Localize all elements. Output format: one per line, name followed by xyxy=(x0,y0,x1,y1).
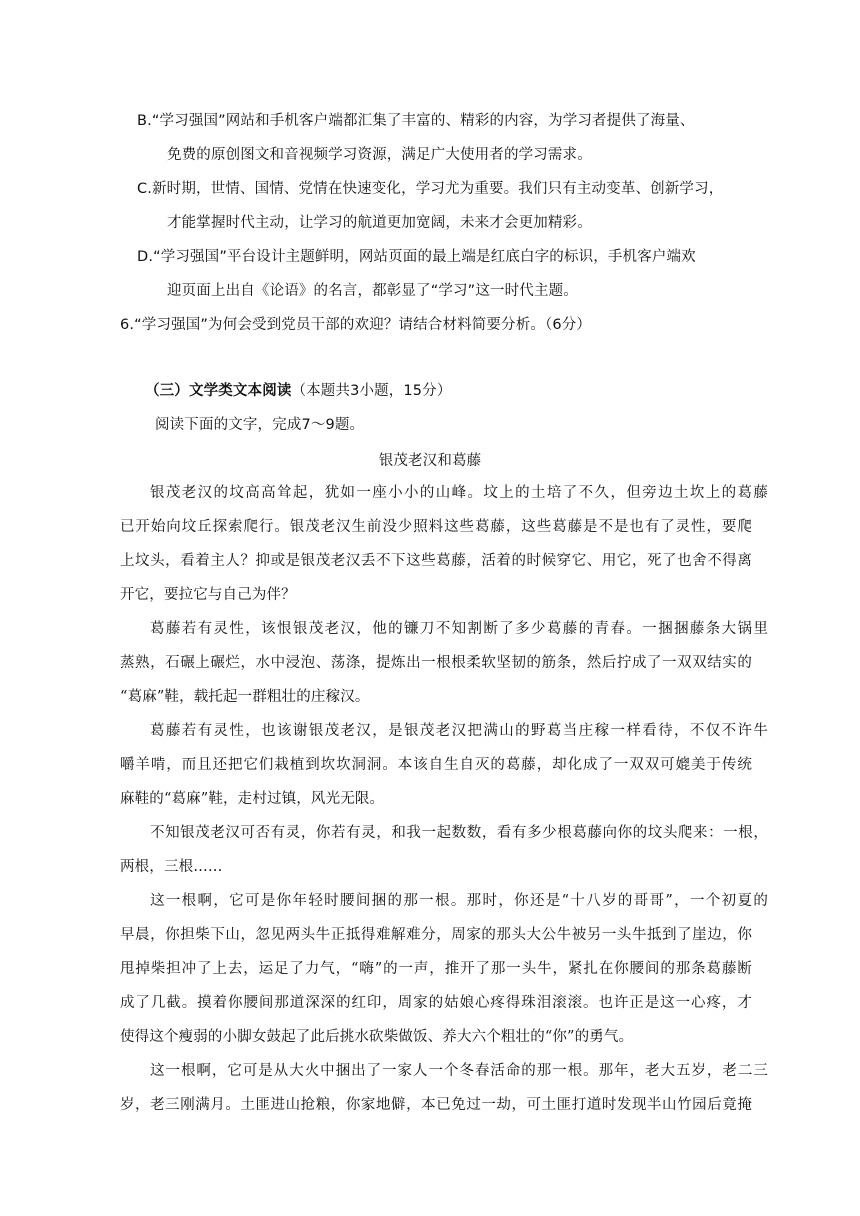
section-heading-bold: （三）文学类文本阅读 xyxy=(145,383,292,399)
option-d-line-1: D.“学习强国”平台设计主题鲜明，网站页面的最上端是红底白字的标识，手机客户端欢 xyxy=(137,249,696,265)
option-b-line-1: B.“学习强国”网站和手机客户端都汇集了丰富的、精彩的内容，为学习者提供了海量、 xyxy=(137,113,695,129)
story-line: 上坟头，看着主人？抑或是银茂老汉丢不下这些葛藤，活着的时候穿它、用它，死了也舍不得离 xyxy=(120,553,752,569)
story-title: 银茂老汉和葛藤 xyxy=(378,453,482,469)
story-line: 蒸熟，石碾上碾烂，水中浸泡、荡涤，提炼出一根根柔软坚韧的筋条，然后拧成了一双双结实的 xyxy=(120,655,752,671)
story-line: 岁，老三刚满月。土匪进山抢粮，你家地僻，本已免过一劫，可土匪打道时发现半山竹园后竟掩 xyxy=(120,1097,752,1113)
story-line: 两根，三根…… xyxy=(120,859,223,875)
story-line: 这一根啊，它可是从大火中捆出了一家人一个冬春活命的那一根。那年，老大五岁，老二三 xyxy=(150,1063,768,1079)
story-line: 葛藤若有灵性，该恨银茂老汉，他的镰刀不知割断了多少葛藤的青春。一捆捆藤条大锅里 xyxy=(150,621,768,637)
story-line: 葛藤若有灵性，也该谢银茂老汉，是银茂老汉把满山的野葛当庄稼一样看待，不仅不许牛 xyxy=(150,723,768,739)
story-line: 成了几截。摸着你腰间那道深深的红印，周家的姑娘心疼得珠泪滚滚。也许正是这一心疼，才 xyxy=(120,995,752,1011)
story-line: “葛麻”鞋，载托起一群粗壮的庄稼汉。 xyxy=(120,689,370,705)
story-line: 嚼羊啃，而且还把它们栽植到坎坎洞洞。本该自生自灭的葛藤，却化成了一双双可媲美于传统 xyxy=(120,757,752,773)
story-line: 开它，要拉它与自己为伴？ xyxy=(120,587,296,603)
story-line: 已开始向坟丘探索爬行。银茂老汉生前没少照料这些葛藤，这些葛藤是不是也有了灵性，要爬 xyxy=(120,519,752,535)
option-d-line-2: 迎页面上出自《论语》的名言，都彰显了“学习”这一时代主题。 xyxy=(167,283,578,299)
option-b-line-2: 免费的原创图文和音视频学习资源，满足广大使用者的学习需求。 xyxy=(167,147,592,163)
story-line: 不知银茂老汉可否有灵，你若有灵，和我一起数数，看有多少根葛藤向你的坟头爬来：一根， xyxy=(150,825,768,841)
option-c-line-2: 才能掌握时代主动，让学习的航道更加宽阔，未来才会更加精彩。 xyxy=(167,215,592,231)
section-instruction: 阅读下面的文字，完成7～9题。 xyxy=(155,417,365,433)
story-line: 使得这个瘦弱的小脚女鼓起了此后挑水砍柴做饭、养大六个粗壮的“你”的勇气。 xyxy=(120,1029,634,1045)
section-heading-note: （本题共3小题，15分） xyxy=(291,383,452,399)
section-heading xyxy=(145,381,451,401)
story-line: 麻鞋的“葛麻”鞋，走村过镇，风光无限。 xyxy=(120,791,385,807)
story-line: 甩掉柴担冲了上去，运足了力气，“嗨”的一声，推开了那一头牛，紧扎在你腰间的那条葛藤断 xyxy=(120,961,752,977)
story-line: 早晨，你担柴下山，忽见两头牛正抵得难解难分，周家的那头大公牛被另一头牛抵到了崖边，你 xyxy=(120,927,752,943)
story-line: 这一根啊，它可是你年轻时腰间捆的那一根。那时，你还是“十八岁的哥哥”，一个初夏的 xyxy=(150,893,768,909)
story-line: 银茂老汉的坟高高耸起，犹如一座小小的山峰。坟上的土培了不久，但旁边土坎上的葛藤 xyxy=(150,485,768,501)
option-c-line-1: C.新时期，世情、国情、党情在快速变化，学习尤为重要。我们只有主动变革、创新学习， xyxy=(137,181,724,197)
question-6: 6.“学习强国”为何会受到党员干部的欢迎？请结合材料简要分析。（6分） xyxy=(120,317,592,333)
